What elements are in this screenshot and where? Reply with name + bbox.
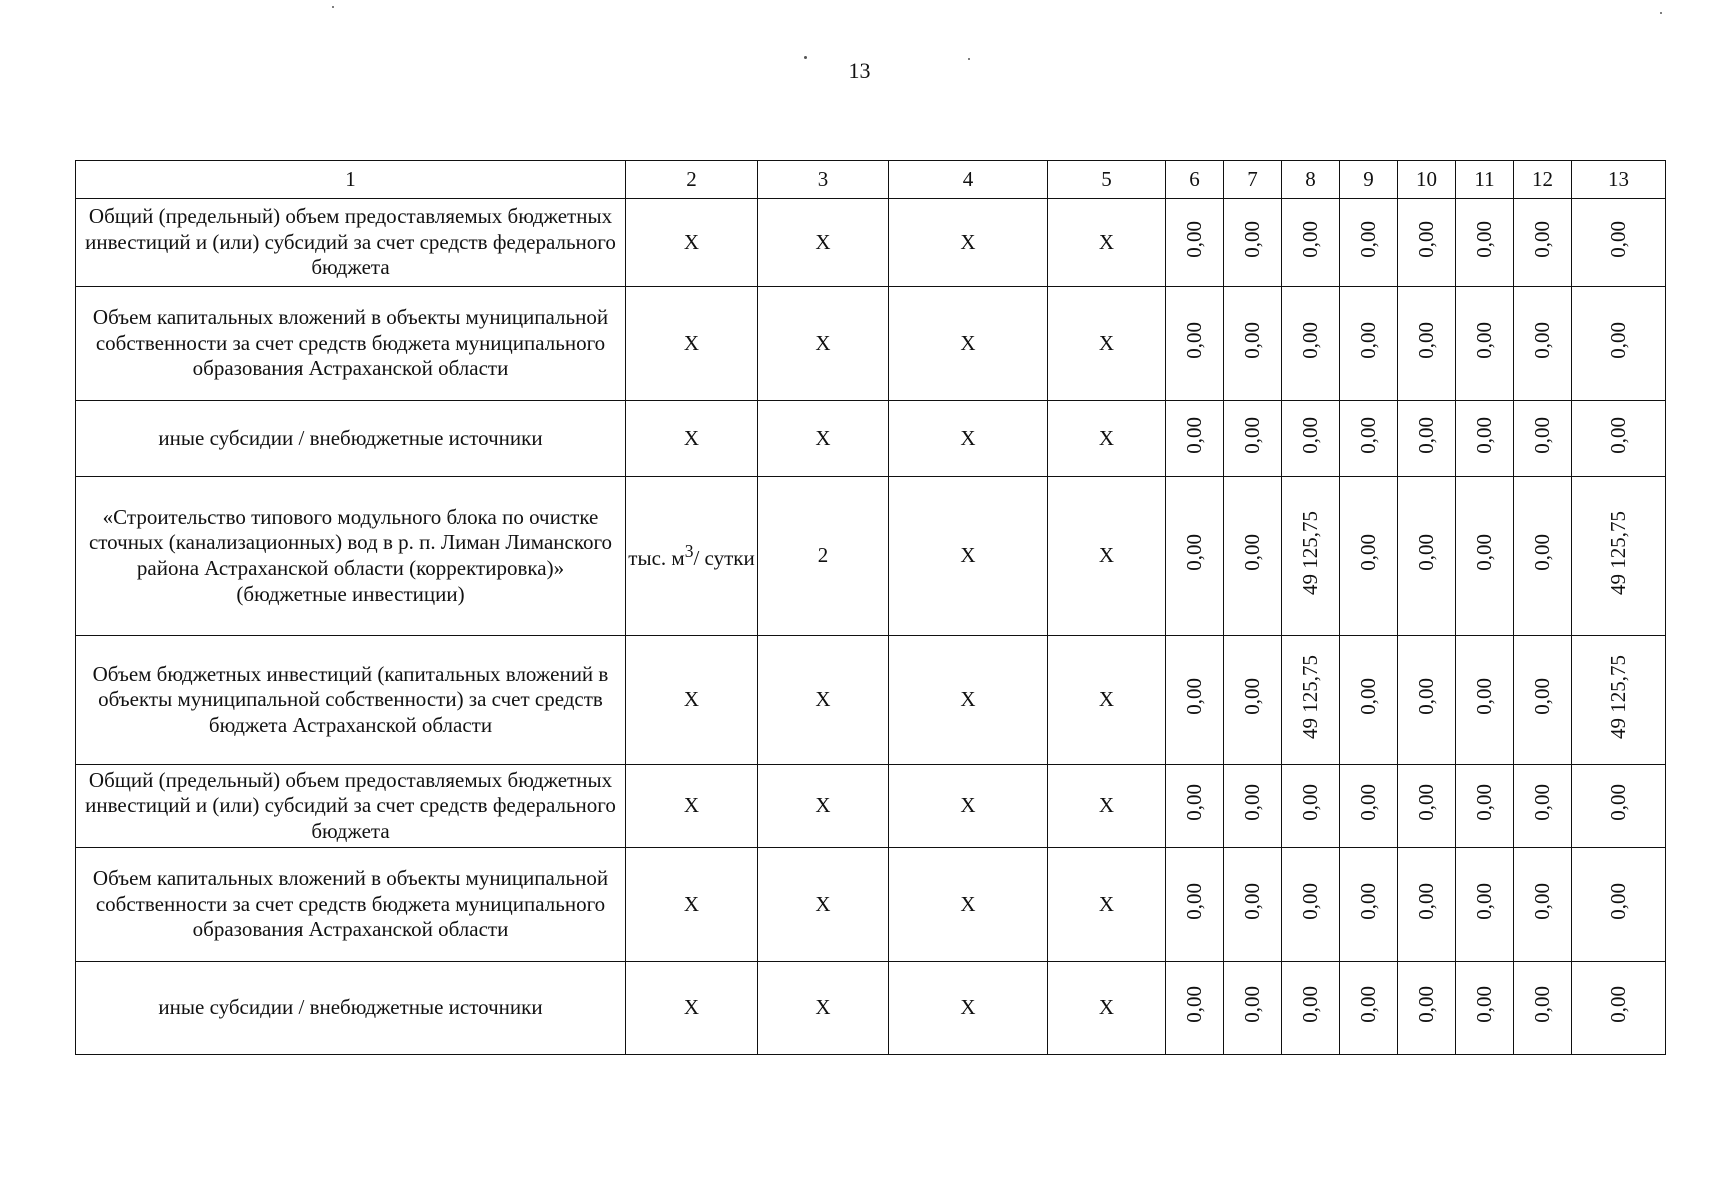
cell-col4: Х — [889, 401, 1048, 477]
value-text: 0,00 — [1413, 534, 1438, 572]
value-cell — [1224, 765, 1282, 848]
value-text: 0,00 — [1413, 986, 1438, 1024]
value-cell — [1572, 765, 1666, 848]
value-cell — [1514, 199, 1572, 287]
header-cell: 4 — [889, 161, 1048, 199]
value-cell — [1398, 636, 1456, 765]
value-cell — [1282, 199, 1340, 287]
value-text: 0,00 — [1297, 986, 1322, 1024]
scan-speck — [1660, 12, 1662, 14]
value-text: 49 125,75 — [1605, 510, 1630, 595]
value-text: 0,00 — [1413, 416, 1438, 454]
value-text: 0,00 — [1605, 220, 1630, 258]
value-cell — [1514, 477, 1572, 636]
cell-col5: Х — [1048, 477, 1166, 636]
unit-superscript: 3 — [684, 540, 694, 561]
value-text: 0,00 — [1471, 784, 1496, 822]
cell-col4: Х — [889, 199, 1048, 287]
cell-col2: Х — [626, 848, 758, 962]
value-cell — [1282, 765, 1340, 848]
cell-col5: Х — [1048, 199, 1166, 287]
cell-col3: Х — [758, 199, 889, 287]
row-description: Объем капитальных вложений в объекты муниципальной собственности за счет средств бюджета муниципального образования Астраханской области — [76, 848, 626, 962]
cell-col4: Х — [889, 962, 1048, 1055]
value-cell — [1572, 199, 1666, 287]
value-cell — [1282, 848, 1340, 962]
value-cell — [1340, 962, 1398, 1055]
page-number: 13 — [848, 58, 871, 83]
cell-col3: 2 — [758, 477, 889, 636]
value-text: 0,00 — [1529, 416, 1554, 454]
value-text: 0,00 — [1355, 220, 1380, 258]
value-text: 0,00 — [1471, 321, 1496, 359]
header-cell: 3 — [758, 161, 889, 199]
value-text: 0,00 — [1181, 220, 1206, 258]
cell-col3: Х — [758, 401, 889, 477]
row-description: Общий (предельный) объем предоставляемых бюджетных инвестиций и (или) субсидий за счет средств федерального бюджета — [76, 765, 626, 848]
value-text: 0,00 — [1471, 986, 1496, 1024]
value-text: 0,00 — [1239, 416, 1264, 454]
value-text: 0,00 — [1239, 784, 1264, 822]
value-cell — [1340, 199, 1398, 287]
value-text: 0,00 — [1605, 416, 1630, 454]
value-cell — [1282, 287, 1340, 401]
value-text: 0,00 — [1413, 882, 1438, 920]
value-text: 0,00 — [1529, 534, 1554, 572]
value-text: 0,00 — [1181, 986, 1206, 1024]
value-cell — [1224, 199, 1282, 287]
cell-col5: Х — [1048, 848, 1166, 962]
row-description: «Строительство типового модульного блока по очистке сточных (канализационных) вод в р. п. Лиман Лиманского района Астраханской области (корректировка)» (бюджетные инвестиции) — [76, 477, 626, 636]
value-cell — [1456, 765, 1514, 848]
value-cell — [1166, 199, 1224, 287]
value-text: 0,00 — [1297, 220, 1322, 258]
cell-col4: Х — [889, 477, 1048, 636]
value-cell — [1398, 199, 1456, 287]
value-text: 0,00 — [1239, 882, 1264, 920]
value-cell — [1456, 477, 1514, 636]
value-cell — [1456, 401, 1514, 477]
value-text: 0,00 — [1529, 986, 1554, 1024]
budget-table — [75, 160, 1666, 1055]
unit-main: тыс. м — [628, 545, 685, 570]
table-row — [76, 636, 1666, 765]
cell-col5: Х — [1048, 765, 1166, 848]
value-cell — [1166, 477, 1224, 636]
cell-col2: Х — [626, 962, 758, 1055]
value-text: 0,00 — [1471, 534, 1496, 572]
table-row — [76, 401, 1666, 477]
header-cell: 6 — [1166, 161, 1224, 199]
value-cell — [1166, 765, 1224, 848]
header-cell: 10 — [1398, 161, 1456, 199]
value-cell — [1514, 962, 1572, 1055]
value-text: 0,00 — [1181, 678, 1206, 716]
value-cell — [1456, 636, 1514, 765]
value-cell — [1398, 848, 1456, 962]
row-description: Общий (предельный) объем предоставляемых бюджетных инвестиций и (или) субсидий за счет средств федерального бюджета — [76, 199, 626, 287]
value-text: 0,00 — [1181, 321, 1206, 359]
value-cell — [1572, 401, 1666, 477]
value-cell — [1340, 287, 1398, 401]
value-text: 0,00 — [1297, 784, 1322, 822]
value-text: 0,00 — [1181, 534, 1206, 572]
value-text: 0,00 — [1355, 416, 1380, 454]
value-cell — [1282, 962, 1340, 1055]
value-text: 49 125,75 — [1605, 654, 1630, 739]
value-cell — [1340, 848, 1398, 962]
value-cell — [1514, 636, 1572, 765]
value-cell — [1166, 401, 1224, 477]
value-cell — [1514, 287, 1572, 401]
cell-col5: Х — [1048, 401, 1166, 477]
value-text: 0,00 — [1355, 678, 1380, 716]
table-row — [76, 962, 1666, 1055]
value-text: 0,00 — [1529, 784, 1554, 822]
value-text: 0,00 — [1297, 416, 1322, 454]
cell-col2: Х — [626, 765, 758, 848]
row-description: иные субсидии / внебюджетные источники — [76, 962, 626, 1055]
value-cell — [1398, 962, 1456, 1055]
cell-col3: Х — [758, 848, 889, 962]
value-cell — [1572, 636, 1666, 765]
table-row — [76, 287, 1666, 401]
value-cell — [1282, 401, 1340, 477]
value-cell — [1514, 848, 1572, 962]
value-text: 0,00 — [1529, 321, 1554, 359]
value-text: 0,00 — [1239, 678, 1264, 716]
header-cell: 8 — [1282, 161, 1340, 199]
value-cell — [1398, 477, 1456, 636]
header-cell: 13 — [1572, 161, 1666, 199]
header-cell: 9 — [1340, 161, 1398, 199]
value-cell — [1572, 962, 1666, 1055]
value-text: 0,00 — [1181, 784, 1206, 822]
value-cell — [1282, 477, 1340, 636]
value-cell — [1572, 287, 1666, 401]
cell-col4: Х — [889, 848, 1048, 962]
table-row — [76, 477, 1666, 636]
value-cell — [1456, 848, 1514, 962]
value-cell — [1340, 765, 1398, 848]
value-cell — [1166, 287, 1224, 401]
cell-col3: Х — [758, 962, 889, 1055]
value-text: 0,00 — [1529, 678, 1554, 716]
value-cell — [1572, 477, 1666, 636]
value-cell — [1224, 287, 1282, 401]
value-text: 0,00 — [1297, 321, 1322, 359]
value-cell — [1340, 401, 1398, 477]
header-cell: 12 — [1514, 161, 1572, 199]
value-cell — [1456, 962, 1514, 1055]
cell-col4: Х — [889, 636, 1048, 765]
value-text: 0,00 — [1355, 986, 1380, 1024]
value-cell — [1166, 848, 1224, 962]
table-row — [76, 765, 1666, 848]
value-cell — [1166, 962, 1224, 1055]
cell-col5: Х — [1048, 636, 1166, 765]
cell-col2: Х — [626, 199, 758, 287]
value-cell — [1514, 765, 1572, 848]
value-cell — [1398, 287, 1456, 401]
cell-col4: Х — [889, 287, 1048, 401]
value-text: 0,00 — [1471, 220, 1496, 258]
value-text: 0,00 — [1605, 882, 1630, 920]
cell-col2: Х — [626, 287, 758, 401]
value-text: 0,00 — [1413, 321, 1438, 359]
value-text: 0,00 — [1239, 220, 1264, 258]
value-text: 49 125,75 — [1297, 510, 1322, 595]
value-text: 0,00 — [1605, 321, 1630, 359]
cell-col5: Х — [1048, 287, 1166, 401]
value-cell — [1514, 401, 1572, 477]
cell-col5: Х — [1048, 962, 1166, 1055]
cell-col2: Х — [626, 636, 758, 765]
table-row — [76, 199, 1666, 287]
value-cell — [1456, 199, 1514, 287]
value-text: 0,00 — [1239, 321, 1264, 359]
header-cell: 5 — [1048, 161, 1166, 199]
value-cell — [1224, 962, 1282, 1055]
value-text: 0,00 — [1529, 882, 1554, 920]
value-text: 0,00 — [1529, 220, 1554, 258]
value-cell — [1282, 636, 1340, 765]
value-text: 0,00 — [1297, 882, 1322, 920]
value-text: 0,00 — [1471, 416, 1496, 454]
scan-speck — [332, 6, 334, 8]
value-cell — [1224, 848, 1282, 962]
value-text: 0,00 — [1239, 986, 1264, 1024]
value-cell — [1340, 477, 1398, 636]
cell-col3: Х — [758, 636, 889, 765]
value-text: 0,00 — [1605, 784, 1630, 822]
value-text: 0,00 — [1355, 882, 1380, 920]
value-cell — [1398, 401, 1456, 477]
cell-unit — [626, 477, 758, 636]
cell-col3: Х — [758, 287, 889, 401]
table-row — [76, 848, 1666, 962]
value-text: 0,00 — [1413, 220, 1438, 258]
value-cell — [1340, 636, 1398, 765]
value-text: 0,00 — [1355, 784, 1380, 822]
value-cell — [1224, 477, 1282, 636]
value-text: 0,00 — [1239, 534, 1264, 572]
cell-col4: Х — [889, 765, 1048, 848]
value-text: 49 125,75 — [1297, 654, 1322, 739]
value-text: 0,00 — [1471, 678, 1496, 716]
value-text: 0,00 — [1355, 321, 1380, 359]
value-text: 0,00 — [1413, 678, 1438, 716]
header-row — [76, 161, 1666, 199]
header-cell: 11 — [1456, 161, 1514, 199]
header-cell: 7 — [1224, 161, 1282, 199]
value-cell — [1224, 401, 1282, 477]
cell-col2: Х — [626, 401, 758, 477]
value-cell — [1166, 636, 1224, 765]
cell-col3: Х — [758, 765, 889, 848]
header-cell: 2 — [626, 161, 758, 199]
value-cell — [1456, 287, 1514, 401]
value-text: 0,00 — [1605, 986, 1630, 1024]
value-cell — [1398, 765, 1456, 848]
value-text: 0,00 — [1181, 882, 1206, 920]
row-description: иные субсидии / внебюджетные источники — [76, 401, 626, 477]
value-text: 0,00 — [1355, 534, 1380, 572]
unit-rest: / сутки — [693, 545, 755, 570]
row-description: Объем бюджетных инвестиций (капитальных вложений в объекты муниципальной собственности) за счет средств бюджета Астраханской области — [76, 636, 626, 765]
value-cell — [1572, 848, 1666, 962]
value-text: 0,00 — [1471, 882, 1496, 920]
row-description: Объем капитальных вложений в объекты муниципальной собственности за счет средств бюджета муниципального образования Астраханской области — [76, 287, 626, 401]
value-cell — [1224, 636, 1282, 765]
value-text: 0,00 — [1181, 416, 1206, 454]
header-cell: 1 — [76, 161, 626, 199]
value-text: 0,00 — [1413, 784, 1438, 822]
